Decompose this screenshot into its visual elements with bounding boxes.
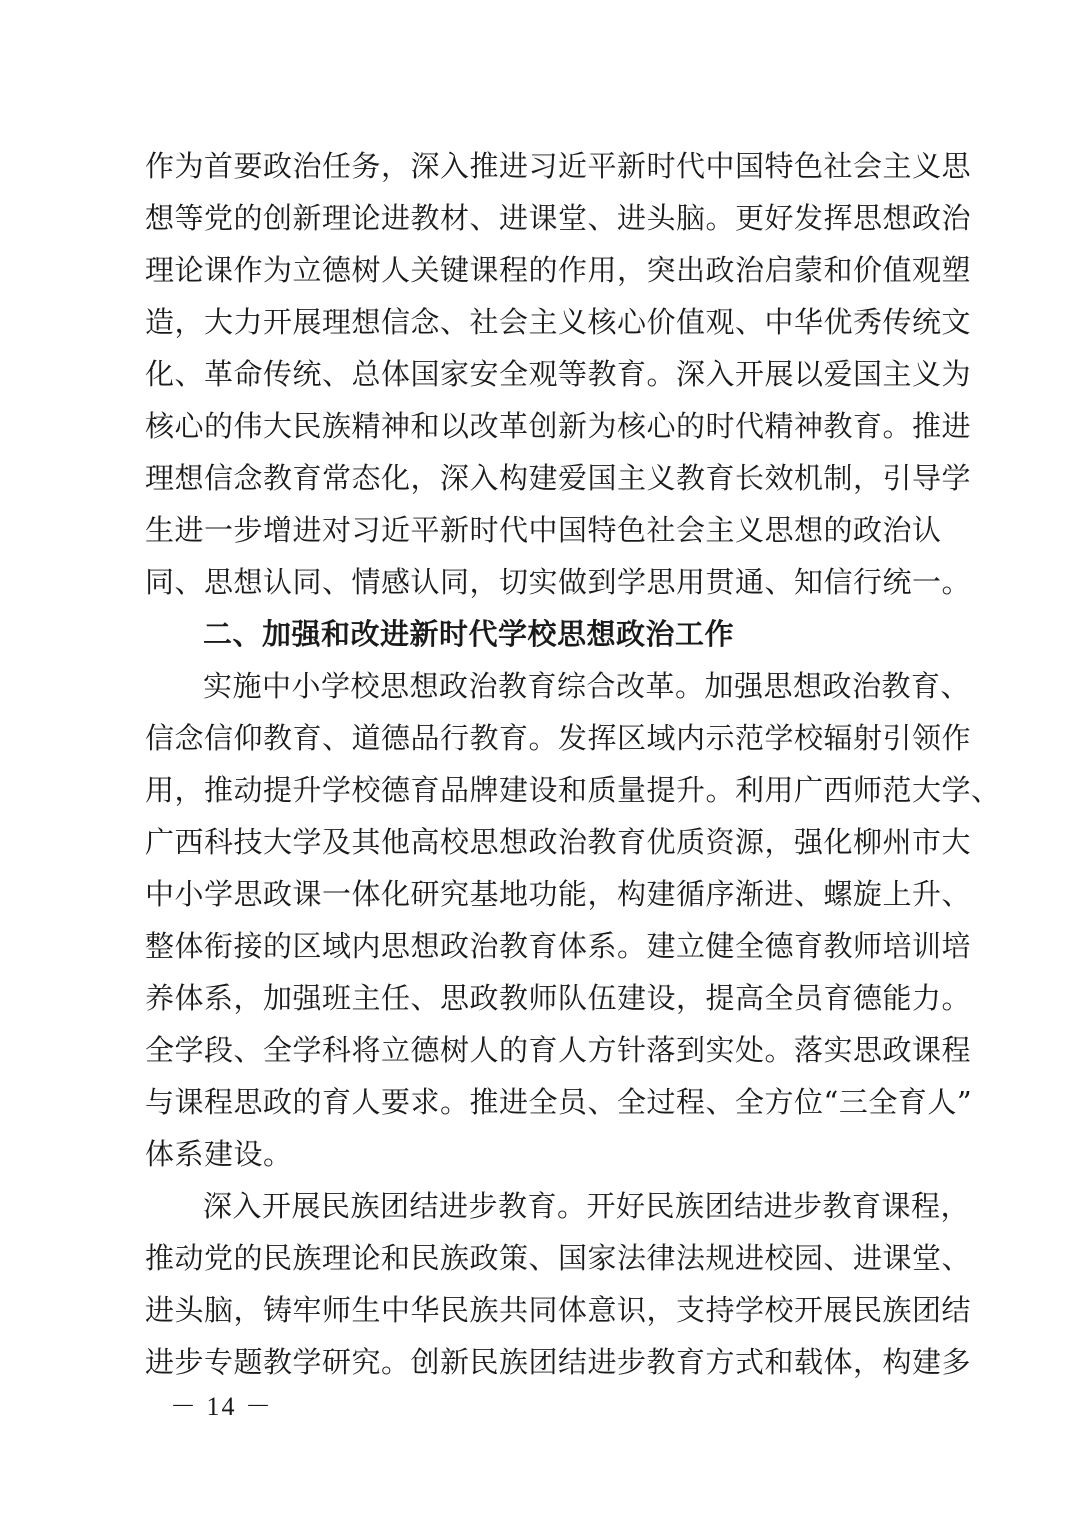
text-line: 中小学思政课一体化研究基地功能，构建循序渐进、螺旋上升、 — [145, 877, 972, 911]
paragraph-first-line: 实施中小学校思想政治教育综合改革。加强思想政治教育、 — [203, 669, 971, 703]
text-line: 进步专题教学研究。创新民族团结进步教育方式和载体，构建多 — [145, 1345, 972, 1379]
text-line: 化、革命传统、总体国家安全观等教育。深入开展以爱国主义为 — [145, 357, 972, 391]
text-line: 体系建设。 — [145, 1137, 293, 1171]
text-line: 进头脑，铸牢师生中华民族共同体意识，支持学校开展民族团结 — [145, 1293, 972, 1327]
text-line: 用，推动提升学校德育品牌建设和质量提升。利用广西师范大学、 — [145, 773, 1001, 807]
text-line: 与课程思政的育人要求。推进全员、全过程、全方位“三全育人” — [145, 1085, 973, 1119]
text-line: 推动党的民族理论和民族政策、国家法律法规进校园、进课堂、 — [145, 1241, 972, 1275]
text-line: 广西科技大学及其他高校思想政治教育优质资源，强化柳州市大 — [145, 825, 972, 859]
text-line: 造，大力开展理想信念、社会主义核心价值观、中华优秀传统文 — [145, 305, 972, 339]
text-line: 整体衔接的区域内思想政治教育体系。建立健全德育教师培训培 — [145, 929, 972, 963]
text-line: 生进一步增进对习近平新时代中国特色社会主义思想的政治认 — [145, 513, 942, 547]
text-line: 理论课作为立德树人关键课程的作用，突出政治启蒙和价值观塑 — [145, 253, 972, 287]
page-number: － 14 － — [170, 1392, 274, 1421]
paragraph-first-line: 深入开展民族团结进步教育。开好民族团结进步教育课程， — [203, 1189, 971, 1223]
text-line: 作为首要政治任务，深入推进习近平新时代中国特色社会主义思 — [145, 149, 972, 183]
text-line: 想等党的创新理论进教材、进课堂、进头脑。更好发挥思想政治 — [145, 201, 972, 235]
section-heading: 二、加强和改进新时代学校思想政治工作 — [203, 617, 735, 651]
text-line: 信念信仰教育、道德品行教育。发挥区域内示范学校辐射引领作 — [145, 721, 972, 755]
document-body — [145, 140, 1001, 1388]
text-line: 核心的伟大民族精神和以改革创新为核心的时代精神教育。推进 — [145, 409, 972, 443]
text-line: 全学段、全学科将立德树人的育人方针落到实处。落实思政课程 — [145, 1033, 972, 1067]
text-line: 养体系，加强班主任、思政教师队伍建设，提高全员育德能力。 — [145, 981, 972, 1015]
text-line: 同、思想认同、情感认同，切实做到学思用贯通、知信行统一。 — [145, 565, 972, 599]
text-line: 理想信念教育常态化，深入构建爱国主义教育长效机制，引导学 — [145, 461, 972, 495]
